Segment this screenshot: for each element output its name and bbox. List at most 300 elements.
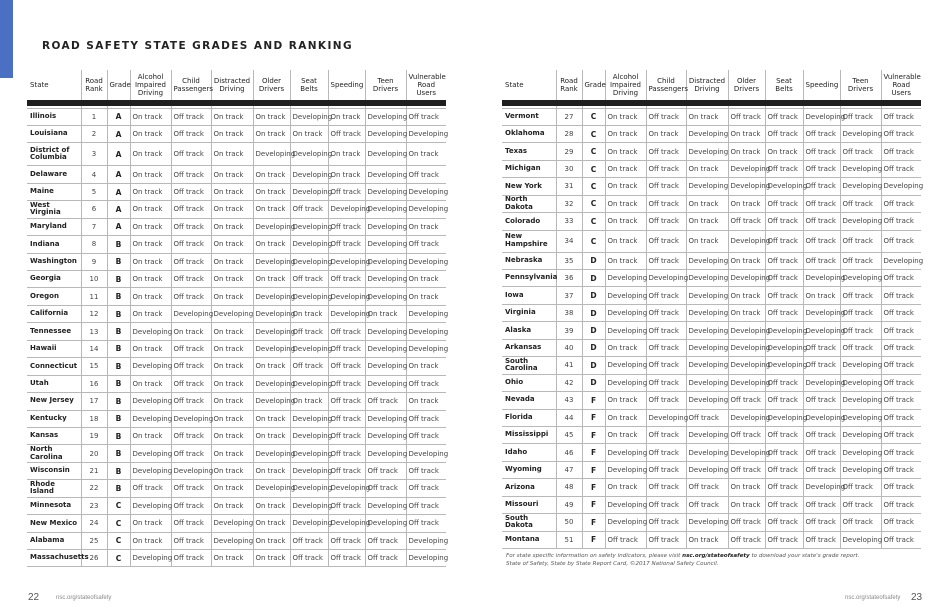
cell-teen-drivers: Off track <box>840 230 881 252</box>
cell-distracted-driving: On track <box>686 195 728 212</box>
cell-speeding: Off track <box>328 410 365 427</box>
cell-distracted-driving: On track <box>211 143 253 166</box>
cell-vulnerable-road-users: Off track <box>881 125 921 142</box>
cell-alcohol-impaired-driving: On track <box>605 479 646 496</box>
cell-teen-drivers: Off track <box>840 514 881 531</box>
cell-alcohol-impaired-driving: On track <box>605 426 646 443</box>
cell-alcohol-impaired-driving: Developing <box>130 323 171 340</box>
cell-child-passengers: Off track <box>646 195 686 212</box>
corner-accent-tab <box>0 0 13 78</box>
cell-seat-belts: Off track <box>765 496 803 513</box>
cell-vulnerable-road-users: Off track <box>881 195 921 212</box>
footnote-copyright: State of Safety, State by State Report Card, ©2017 National Safety Council. <box>506 560 719 567</box>
cell-seat-belts: Off track <box>765 230 803 252</box>
cell-state: Washington <box>27 253 81 270</box>
cell-child-passengers: Off track <box>171 166 211 183</box>
cell-child-passengers: Off track <box>646 426 686 443</box>
cell-road-rank: 7 <box>81 218 107 235</box>
cell-state: Michigan <box>502 160 556 177</box>
cell-vulnerable-road-users: Off track <box>881 304 921 321</box>
cell-seat-belts: Developing <box>290 253 328 270</box>
column-header-distracted-driving: Distracted Driving <box>211 70 253 103</box>
table-row <box>27 305 446 322</box>
cell-seat-belts: Developing <box>290 462 328 479</box>
cell-teen-drivers: Developing <box>365 515 406 532</box>
cell-alcohol-impaired-driving: Developing <box>605 514 646 531</box>
cell-speeding: Off track <box>803 160 840 177</box>
footer-url-right[interactable]: nsc.org/stateofsafety <box>845 595 901 601</box>
column-header-seat-belts: Seat Belts <box>290 70 328 103</box>
cell-vulnerable-road-users: Developing <box>406 340 446 357</box>
cell-teen-drivers: Off track <box>840 252 881 269</box>
cell-road-rank: 8 <box>81 236 107 253</box>
column-header-teen-drivers: Teen Drivers <box>840 70 881 103</box>
cell-seat-belts: Developing <box>290 375 328 392</box>
cell-vulnerable-road-users: Off track <box>881 392 921 409</box>
cell-state: New Hampshire <box>502 230 556 252</box>
cell-road-rank: 34 <box>556 230 582 252</box>
table-row <box>502 230 921 252</box>
cell-grade: B <box>107 305 130 322</box>
cell-seat-belts: Off track <box>765 514 803 531</box>
cell-older-drivers: On track <box>253 462 290 479</box>
cell-alcohol-impaired-driving: On track <box>130 218 171 235</box>
cell-teen-drivers: Off track <box>840 479 881 496</box>
cell-road-rank: 17 <box>81 393 107 410</box>
cell-speeding: Developing <box>803 322 840 339</box>
cell-state: Wisconsin <box>27 462 81 479</box>
cell-older-drivers: Developing <box>253 288 290 305</box>
cell-child-passengers: Developing <box>646 270 686 287</box>
cell-vulnerable-road-users: Off track <box>406 497 446 514</box>
cell-state: Idaho <box>502 444 556 461</box>
cell-seat-belts: Off track <box>765 213 803 230</box>
cell-state: Nebraska <box>502 252 556 269</box>
cell-vulnerable-road-users: Off track <box>881 160 921 177</box>
cell-seat-belts: Off track <box>765 287 803 304</box>
cell-alcohol-impaired-driving: On track <box>130 305 171 322</box>
cell-road-rank: 23 <box>81 497 107 514</box>
cell-distracted-driving: Developing <box>211 305 253 322</box>
table-row <box>27 218 446 235</box>
cell-speeding: Off track <box>328 462 365 479</box>
cell-child-passengers: Off track <box>171 340 211 357</box>
cell-alcohol-impaired-driving: On track <box>130 143 171 166</box>
cell-road-rank: 15 <box>81 358 107 375</box>
cell-child-passengers: Off track <box>171 288 211 305</box>
cell-vulnerable-road-users: Off track <box>881 496 921 513</box>
cell-vulnerable-road-users: Off track <box>406 236 446 253</box>
cell-seat-belts: Off track <box>290 550 328 567</box>
cell-speeding: Developing <box>328 201 365 218</box>
cell-teen-drivers: Developing <box>365 375 406 392</box>
cell-seat-belts: Developing <box>290 218 328 235</box>
column-header-child-passengers: Child Passengers <box>646 70 686 103</box>
cell-teen-drivers: Developing <box>365 410 406 427</box>
cell-teen-drivers: Off track <box>840 304 881 321</box>
cell-grade: C <box>582 160 605 177</box>
cell-distracted-driving: On track <box>211 288 253 305</box>
cell-child-passengers: Off track <box>171 236 211 253</box>
cell-vulnerable-road-users: Developing <box>406 183 446 200</box>
cell-state: Montana <box>502 531 556 548</box>
cell-speeding: Off track <box>328 218 365 235</box>
cell-vulnerable-road-users: Off track <box>406 375 446 392</box>
cell-teen-drivers: Off track <box>365 462 406 479</box>
cell-older-drivers: Off track <box>728 213 765 230</box>
cell-older-drivers: On track <box>253 125 290 142</box>
table-row <box>27 125 446 142</box>
cell-vulnerable-road-users: Developing <box>406 305 446 322</box>
cell-speeding: Off track <box>803 252 840 269</box>
cell-vulnerable-road-users: Off track <box>881 357 921 374</box>
cell-road-rank: 40 <box>556 339 582 356</box>
cell-grade: C <box>582 125 605 142</box>
cell-older-drivers: On track <box>728 287 765 304</box>
cell-alcohol-impaired-driving: Developing <box>130 497 171 514</box>
table-row <box>27 550 446 567</box>
cell-state: Indiana <box>27 236 81 253</box>
cell-speeding: On track <box>328 166 365 183</box>
footnote-link[interactable]: nsc.org/stateofsafety <box>682 553 750 559</box>
cell-alcohol-impaired-driving: On track <box>605 392 646 409</box>
cell-distracted-driving: Developing <box>686 322 728 339</box>
cell-distracted-driving: Developing <box>686 444 728 461</box>
table-row <box>502 357 921 374</box>
cell-vulnerable-road-users: Developing <box>406 532 446 549</box>
cell-teen-drivers: Developing <box>365 340 406 357</box>
cell-seat-belts: On track <box>765 143 803 160</box>
cell-seat-belts: Developing <box>290 108 328 125</box>
cell-road-rank: 44 <box>556 409 582 426</box>
cell-teen-drivers: Developing <box>365 201 406 218</box>
cell-state: Alabama <box>27 532 81 549</box>
cell-seat-belts: Off track <box>765 392 803 409</box>
cell-alcohol-impaired-driving: Developing <box>130 358 171 375</box>
cell-alcohol-impaired-driving: On track <box>605 160 646 177</box>
cell-state: District of Columbia <box>27 143 81 166</box>
cell-grade: F <box>582 409 605 426</box>
table-row <box>27 515 446 532</box>
cell-road-rank: 49 <box>556 496 582 513</box>
cell-alcohol-impaired-driving: On track <box>605 213 646 230</box>
cell-older-drivers: Developing <box>253 340 290 357</box>
table-row <box>27 532 446 549</box>
cell-state: Kansas <box>27 427 81 444</box>
cell-state: Georgia <box>27 271 81 288</box>
cell-child-passengers: Off track <box>171 515 211 532</box>
cell-vulnerable-road-users: Off track <box>881 461 921 478</box>
cell-vulnerable-road-users: Off track <box>406 462 446 479</box>
cell-speeding: Off track <box>803 461 840 478</box>
cell-child-passengers: Off track <box>646 252 686 269</box>
cell-state: Wyoming <box>502 461 556 478</box>
cell-distracted-driving: On track <box>211 427 253 444</box>
cell-state: Oklahoma <box>502 125 556 142</box>
cell-grade: B <box>107 410 130 427</box>
cell-child-passengers: Developing <box>646 409 686 426</box>
cell-grade: B <box>107 288 130 305</box>
footnote-text-end: to download your state's grade report. <box>749 553 860 559</box>
cell-teen-drivers: Developing <box>840 409 881 426</box>
cell-grade: C <box>107 497 130 514</box>
cell-distracted-driving: Developing <box>686 374 728 391</box>
cell-vulnerable-road-users: On track <box>406 143 446 166</box>
column-header-older-drivers: Older Drivers <box>253 70 290 103</box>
table-row <box>502 213 921 230</box>
cell-child-passengers: Off track <box>171 108 211 125</box>
cell-state: Alaska <box>502 322 556 339</box>
cell-vulnerable-road-users: Developing <box>406 323 446 340</box>
cell-state: Delaware <box>27 166 81 183</box>
cell-grade: A <box>107 183 130 200</box>
cell-speeding: Off track <box>328 183 365 200</box>
cell-teen-drivers: Developing <box>840 444 881 461</box>
cell-child-passengers: Off track <box>646 531 686 548</box>
column-header-road-rank: Road Rank <box>556 70 582 103</box>
cell-vulnerable-road-users: Off track <box>406 166 446 183</box>
cell-teen-drivers: Off track <box>840 339 881 356</box>
column-header-speeding: Speeding <box>328 70 365 103</box>
cell-teen-drivers: Developing <box>840 374 881 391</box>
column-header-teen-drivers: Teen Drivers <box>365 70 406 103</box>
cell-teen-drivers: Developing <box>365 236 406 253</box>
grades-table-left <box>27 70 449 567</box>
cell-road-rank: 11 <box>81 288 107 305</box>
cell-child-passengers: Off track <box>171 253 211 270</box>
cell-speeding: Developing <box>803 409 840 426</box>
cell-child-passengers: On track <box>171 323 211 340</box>
cell-older-drivers: On track <box>253 497 290 514</box>
table-row <box>27 445 446 462</box>
cell-distracted-driving: On track <box>211 236 253 253</box>
cell-speeding: Off track <box>803 496 840 513</box>
cell-road-rank: 36 <box>556 270 582 287</box>
cell-older-drivers: On track <box>728 496 765 513</box>
cell-teen-drivers: Developing <box>365 108 406 125</box>
cell-grade: C <box>582 108 605 125</box>
cell-vulnerable-road-users: Developing <box>881 178 921 195</box>
cell-teen-drivers: Developing <box>365 497 406 514</box>
cell-road-rank: 12 <box>81 305 107 322</box>
cell-older-drivers: Developing <box>253 218 290 235</box>
cell-grade: A <box>107 166 130 183</box>
cell-teen-drivers: Developing <box>365 288 406 305</box>
cell-teen-drivers: Developing <box>365 166 406 183</box>
cell-grade: D <box>582 339 605 356</box>
cell-speeding: On track <box>328 143 365 166</box>
cell-vulnerable-road-users: On track <box>406 393 446 410</box>
cell-teen-drivers: Developing <box>840 426 881 443</box>
column-header-alcohol-impaired-driving: Alcohol Impaired Driving <box>130 70 171 103</box>
cell-alcohol-impaired-driving: On track <box>130 201 171 218</box>
cell-alcohol-impaired-driving: Developing <box>130 410 171 427</box>
cell-older-drivers: Off track <box>728 108 765 125</box>
cell-distracted-driving: On track <box>211 125 253 142</box>
cell-teen-drivers: Developing <box>840 531 881 548</box>
cell-speeding: On track <box>803 287 840 304</box>
cell-grade: D <box>582 304 605 321</box>
cell-older-drivers: On track <box>253 271 290 288</box>
cell-child-passengers: Off track <box>646 287 686 304</box>
cell-grade: B <box>107 445 130 462</box>
cell-older-drivers: On track <box>728 195 765 212</box>
cell-child-passengers: Off track <box>646 514 686 531</box>
cell-road-rank: 35 <box>556 252 582 269</box>
cell-vulnerable-road-users: Developing <box>406 445 446 462</box>
column-header-older-drivers: Older Drivers <box>728 70 765 103</box>
cell-seat-belts: Off track <box>765 304 803 321</box>
cell-child-passengers: Off track <box>646 143 686 160</box>
table-row <box>27 340 446 357</box>
cell-alcohol-impaired-driving: On track <box>605 252 646 269</box>
cell-grade: F <box>582 392 605 409</box>
cell-grade: B <box>107 358 130 375</box>
column-header-vulnerable-road-users: Vulnerable Road Users <box>881 70 921 103</box>
cell-state: Connecticut <box>27 358 81 375</box>
cell-child-passengers: Off track <box>171 427 211 444</box>
cell-speeding: Off track <box>328 323 365 340</box>
cell-speeding: Off track <box>328 445 365 462</box>
column-header-speeding: Speeding <box>803 70 840 103</box>
cell-speeding: Off track <box>328 236 365 253</box>
column-header-distracted-driving: Distracted Driving <box>686 70 728 103</box>
cell-older-drivers: Developing <box>253 375 290 392</box>
cell-alcohol-impaired-driving: Developing <box>605 444 646 461</box>
cell-vulnerable-road-users: On track <box>406 218 446 235</box>
cell-distracted-driving: On track <box>211 183 253 200</box>
table-row <box>502 195 921 212</box>
cell-grade: A <box>107 143 130 166</box>
cell-alcohol-impaired-driving: On track <box>130 253 171 270</box>
cell-distracted-driving: Developing <box>211 515 253 532</box>
cell-child-passengers: Off track <box>646 322 686 339</box>
cell-road-rank: 2 <box>81 125 107 142</box>
cell-distracted-driving: On track <box>211 550 253 567</box>
cell-teen-drivers: Off track <box>840 195 881 212</box>
cell-vulnerable-road-users: Off track <box>406 515 446 532</box>
cell-older-drivers: Developing <box>253 445 290 462</box>
cell-alcohol-impaired-driving: On track <box>130 340 171 357</box>
cell-older-drivers: On track <box>253 515 290 532</box>
cell-grade: D <box>582 322 605 339</box>
cell-speeding: Off track <box>803 392 840 409</box>
cell-vulnerable-road-users: Developing <box>406 550 446 567</box>
cell-alcohol-impaired-driving: Off track <box>130 480 171 497</box>
cell-older-drivers: On track <box>253 183 290 200</box>
cell-older-drivers: On track <box>253 201 290 218</box>
cell-child-passengers: Off track <box>171 218 211 235</box>
table-row <box>502 444 921 461</box>
cell-speeding: Off track <box>803 531 840 548</box>
cell-child-passengers: Off track <box>646 496 686 513</box>
cell-distracted-driving: Developing <box>211 532 253 549</box>
column-header-grade: Grade <box>582 70 605 103</box>
cell-speeding: Developing <box>328 253 365 270</box>
table-row <box>27 271 446 288</box>
grades-table-right <box>502 70 924 549</box>
cell-older-drivers: Developing <box>728 230 765 252</box>
cell-vulnerable-road-users: On track <box>406 288 446 305</box>
cell-older-drivers: Developing <box>253 143 290 166</box>
cell-teen-drivers: Developing <box>365 445 406 462</box>
cell-state: Texas <box>502 143 556 160</box>
cell-seat-belts: Off track <box>290 271 328 288</box>
cell-teen-drivers: Off track <box>840 143 881 160</box>
cell-state: Vermont <box>502 108 556 125</box>
table-row <box>502 496 921 513</box>
cell-teen-drivers: Off track <box>840 322 881 339</box>
cell-alcohol-impaired-driving: On track <box>605 409 646 426</box>
cell-distracted-driving: On track <box>211 340 253 357</box>
cell-alcohol-impaired-driving: On track <box>605 178 646 195</box>
cell-seat-belts: Developing <box>290 410 328 427</box>
cell-seat-belts: Off track <box>765 374 803 391</box>
cell-state: Louisiana <box>27 125 81 142</box>
cell-vulnerable-road-users: Off track <box>881 426 921 443</box>
cell-child-passengers: Off track <box>646 374 686 391</box>
cell-grade: B <box>107 253 130 270</box>
cell-state: Minnesota <box>27 497 81 514</box>
cell-speeding: Off track <box>803 230 840 252</box>
cell-teen-drivers: Developing <box>365 358 406 375</box>
cell-road-rank: 27 <box>556 108 582 125</box>
cell-road-rank: 14 <box>81 340 107 357</box>
cell-road-rank: 47 <box>556 461 582 478</box>
cell-road-rank: 51 <box>556 531 582 548</box>
table-row <box>502 322 921 339</box>
cell-grade: A <box>107 201 130 218</box>
cell-teen-drivers: Developing <box>365 323 406 340</box>
cell-grade: C <box>582 143 605 160</box>
cell-child-passengers: Off track <box>171 532 211 549</box>
cell-state: Missouri <box>502 496 556 513</box>
cell-child-passengers: Off track <box>171 445 211 462</box>
cell-vulnerable-road-users: Off track <box>881 339 921 356</box>
cell-vulnerable-road-users: Developing <box>406 201 446 218</box>
cell-older-drivers: Developing <box>253 393 290 410</box>
cell-older-drivers: Off track <box>728 392 765 409</box>
cell-alcohol-impaired-driving: On track <box>130 183 171 200</box>
cell-seat-belts: Off track <box>290 201 328 218</box>
cell-older-drivers: On track <box>728 252 765 269</box>
cell-road-rank: 18 <box>81 410 107 427</box>
cell-speeding: Off track <box>803 178 840 195</box>
cell-distracted-driving: On track <box>211 108 253 125</box>
cell-vulnerable-road-users: Off track <box>881 531 921 548</box>
cell-teen-drivers: Off track <box>365 480 406 497</box>
cell-vulnerable-road-users: Off track <box>881 270 921 287</box>
footer-url-left[interactable]: nsc.org/stateofsafety <box>56 595 112 601</box>
cell-distracted-driving: On track <box>211 323 253 340</box>
cell-grade: D <box>582 252 605 269</box>
cell-seat-belts: Off track <box>765 108 803 125</box>
cell-distracted-driving: Developing <box>686 252 728 269</box>
cell-vulnerable-road-users: Off track <box>406 427 446 444</box>
cell-teen-drivers: Developing <box>840 461 881 478</box>
table-row <box>27 427 446 444</box>
cell-grade: C <box>107 532 130 549</box>
cell-road-rank: 32 <box>556 195 582 212</box>
column-header-state: State <box>502 70 556 103</box>
cell-seat-belts: Developing <box>290 515 328 532</box>
cell-child-passengers: Off track <box>646 108 686 125</box>
cell-older-drivers: Developing <box>728 322 765 339</box>
cell-speeding: Off track <box>803 444 840 461</box>
cell-alcohol-impaired-driving: Developing <box>605 270 646 287</box>
table-row <box>502 160 921 177</box>
cell-seat-belts: Developing <box>290 143 328 166</box>
